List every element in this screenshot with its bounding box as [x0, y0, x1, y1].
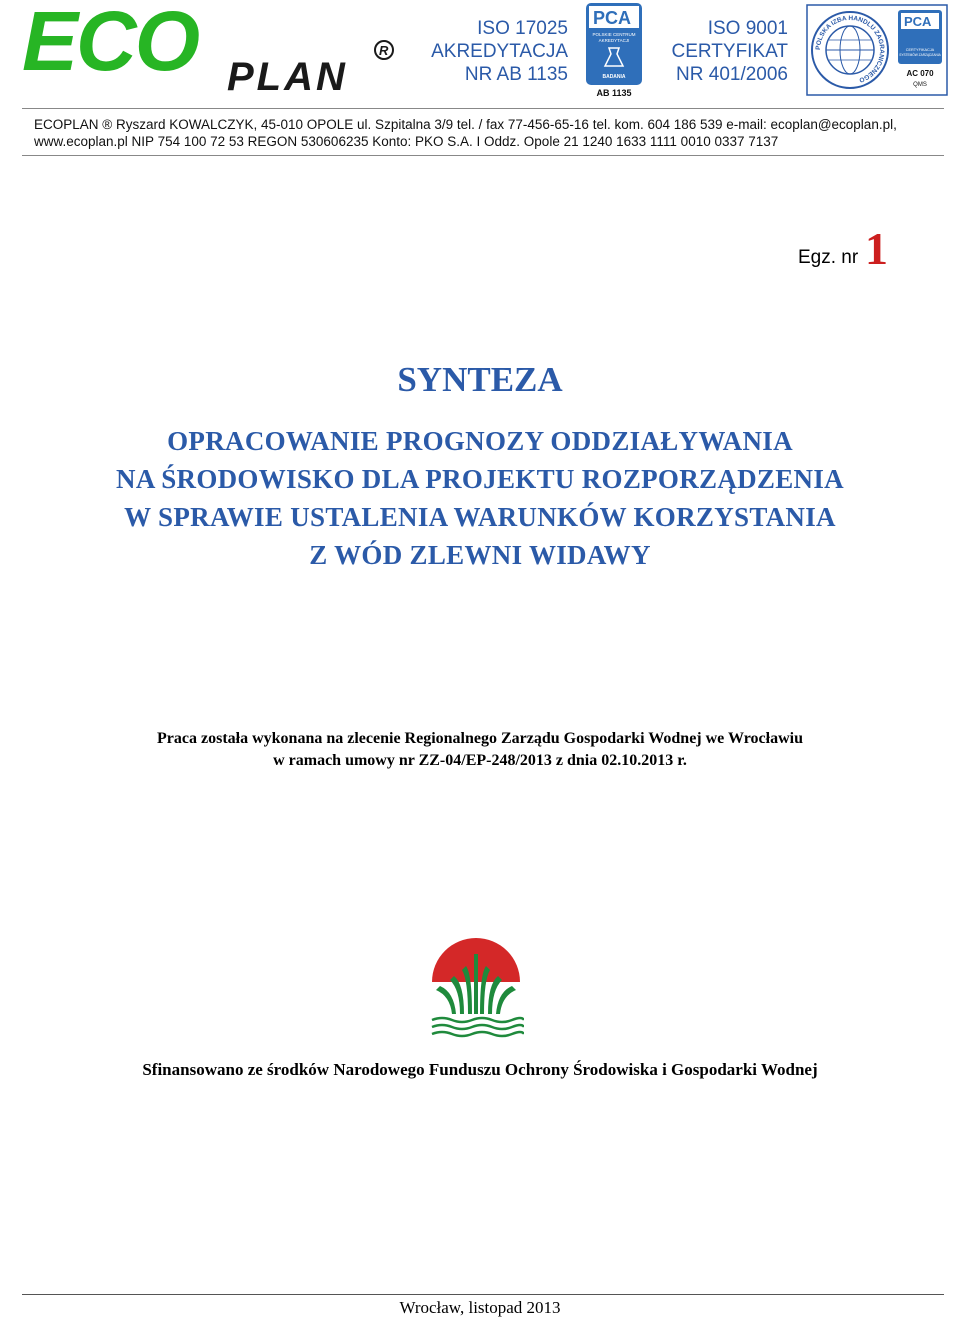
- registered-mark: R: [379, 43, 389, 58]
- contact-divider: [22, 155, 944, 156]
- commission-line: w ramach umowy nr ZZ-04/EP-248/2013 z dnia 02.10.2013 r.: [273, 752, 687, 769]
- pca-line1: POLSKIE CENTRUM: [592, 32, 636, 37]
- ecoplan-logo-plan: PLAN: [227, 55, 348, 94]
- pca-code: AB 1135: [596, 88, 632, 98]
- nfosigw-logo: [428, 934, 524, 1040]
- iso-17025-line3: NR AB 1135: [464, 64, 568, 85]
- chamber-certification-badge: [806, 4, 948, 96]
- copy-number-value: 1: [865, 223, 888, 274]
- ecoplan-logo-eco: ECO: [22, 8, 199, 88]
- iso-9001-line1: ISO 9001: [707, 18, 788, 39]
- ecoplan-logo: [22, 8, 402, 94]
- copy-number-label: Egz. nr: [798, 247, 859, 268]
- subtitle-line: W SPRAWIE USTALENIA WARUNKÓW KORZYSTANIA: [124, 502, 836, 532]
- subtitle-line: OPRACOWANIE PROGNOZY ODDZIAŁYWANIA: [167, 426, 793, 456]
- header-divider: [22, 108, 944, 109]
- document-subtitle: [40, 422, 920, 574]
- iso-17025-line1: ISO 17025: [477, 18, 568, 39]
- chamber-cert-line1: CERTYFIKACJA: [905, 48, 935, 52]
- chamber-ring-text: POLSKA IZBA HANDLU ZAGRANICZNEGO: [814, 14, 886, 84]
- pca-line2: AKREDYTACJI: [598, 38, 630, 43]
- iso-9001-block: [630, 17, 788, 86]
- pca-line3: BADANIA: [602, 74, 626, 80]
- contact-line-1: ECOPLAN ® Ryszard KOWALCZYK, 45-010 OPOLE ul. Szpitalna 3/9 tel. / fax 77-456-65-16 tel. kom. 604 186 539 e-mail: ecoplan@ecoplan.pl,: [34, 117, 897, 132]
- footer-divider: [22, 1294, 944, 1295]
- iso-17025-block: [408, 17, 568, 86]
- subtitle-line: NA ŚRODOWISKO DLA PROJEKTU ROZPORZĄDZENIA: [116, 464, 844, 494]
- chamber-qms: QMS: [913, 82, 927, 88]
- commission-statement: [40, 728, 920, 772]
- chamber-pca: PCA: [904, 14, 932, 29]
- document-title: SYNTEZA: [397, 360, 563, 399]
- iso-17025-line2: AKREDYTACJA: [431, 41, 568, 62]
- footer-place-date: Wrocław, listopad 2013: [399, 1298, 561, 1317]
- subtitle-line: Z WÓD ZLEWNI WIDAWY: [309, 540, 651, 570]
- pca-brand: PCA: [593, 8, 632, 28]
- iso-9001-line2: CERTYFIKAT: [671, 41, 788, 62]
- funding-statement: Sfinansowano ze środków Narodowego Funduszu Ochrony Środowiska i Gospodarki Wodnej: [142, 1060, 818, 1079]
- chamber-cert-line2: SYSTEMÓW ZARZĄDZANIA: [899, 53, 941, 57]
- chamber-code: AC 070: [906, 69, 934, 78]
- commission-line: Praca została wykonana na zlecenie Regionalnego Zarządu Gospodarki Wodnej we Wrocławiu: [157, 730, 803, 747]
- iso-9001-line3: NR 401/2006: [676, 64, 788, 85]
- contact-line-2: www.ecoplan.pl NIP 754 100 72 53 REGON 530606235 Konto: PKO S.A. I Oddz. Opole 21 1240 1633 1111 0010 0337 7137: [34, 134, 779, 149]
- copy-number: [790, 222, 890, 272]
